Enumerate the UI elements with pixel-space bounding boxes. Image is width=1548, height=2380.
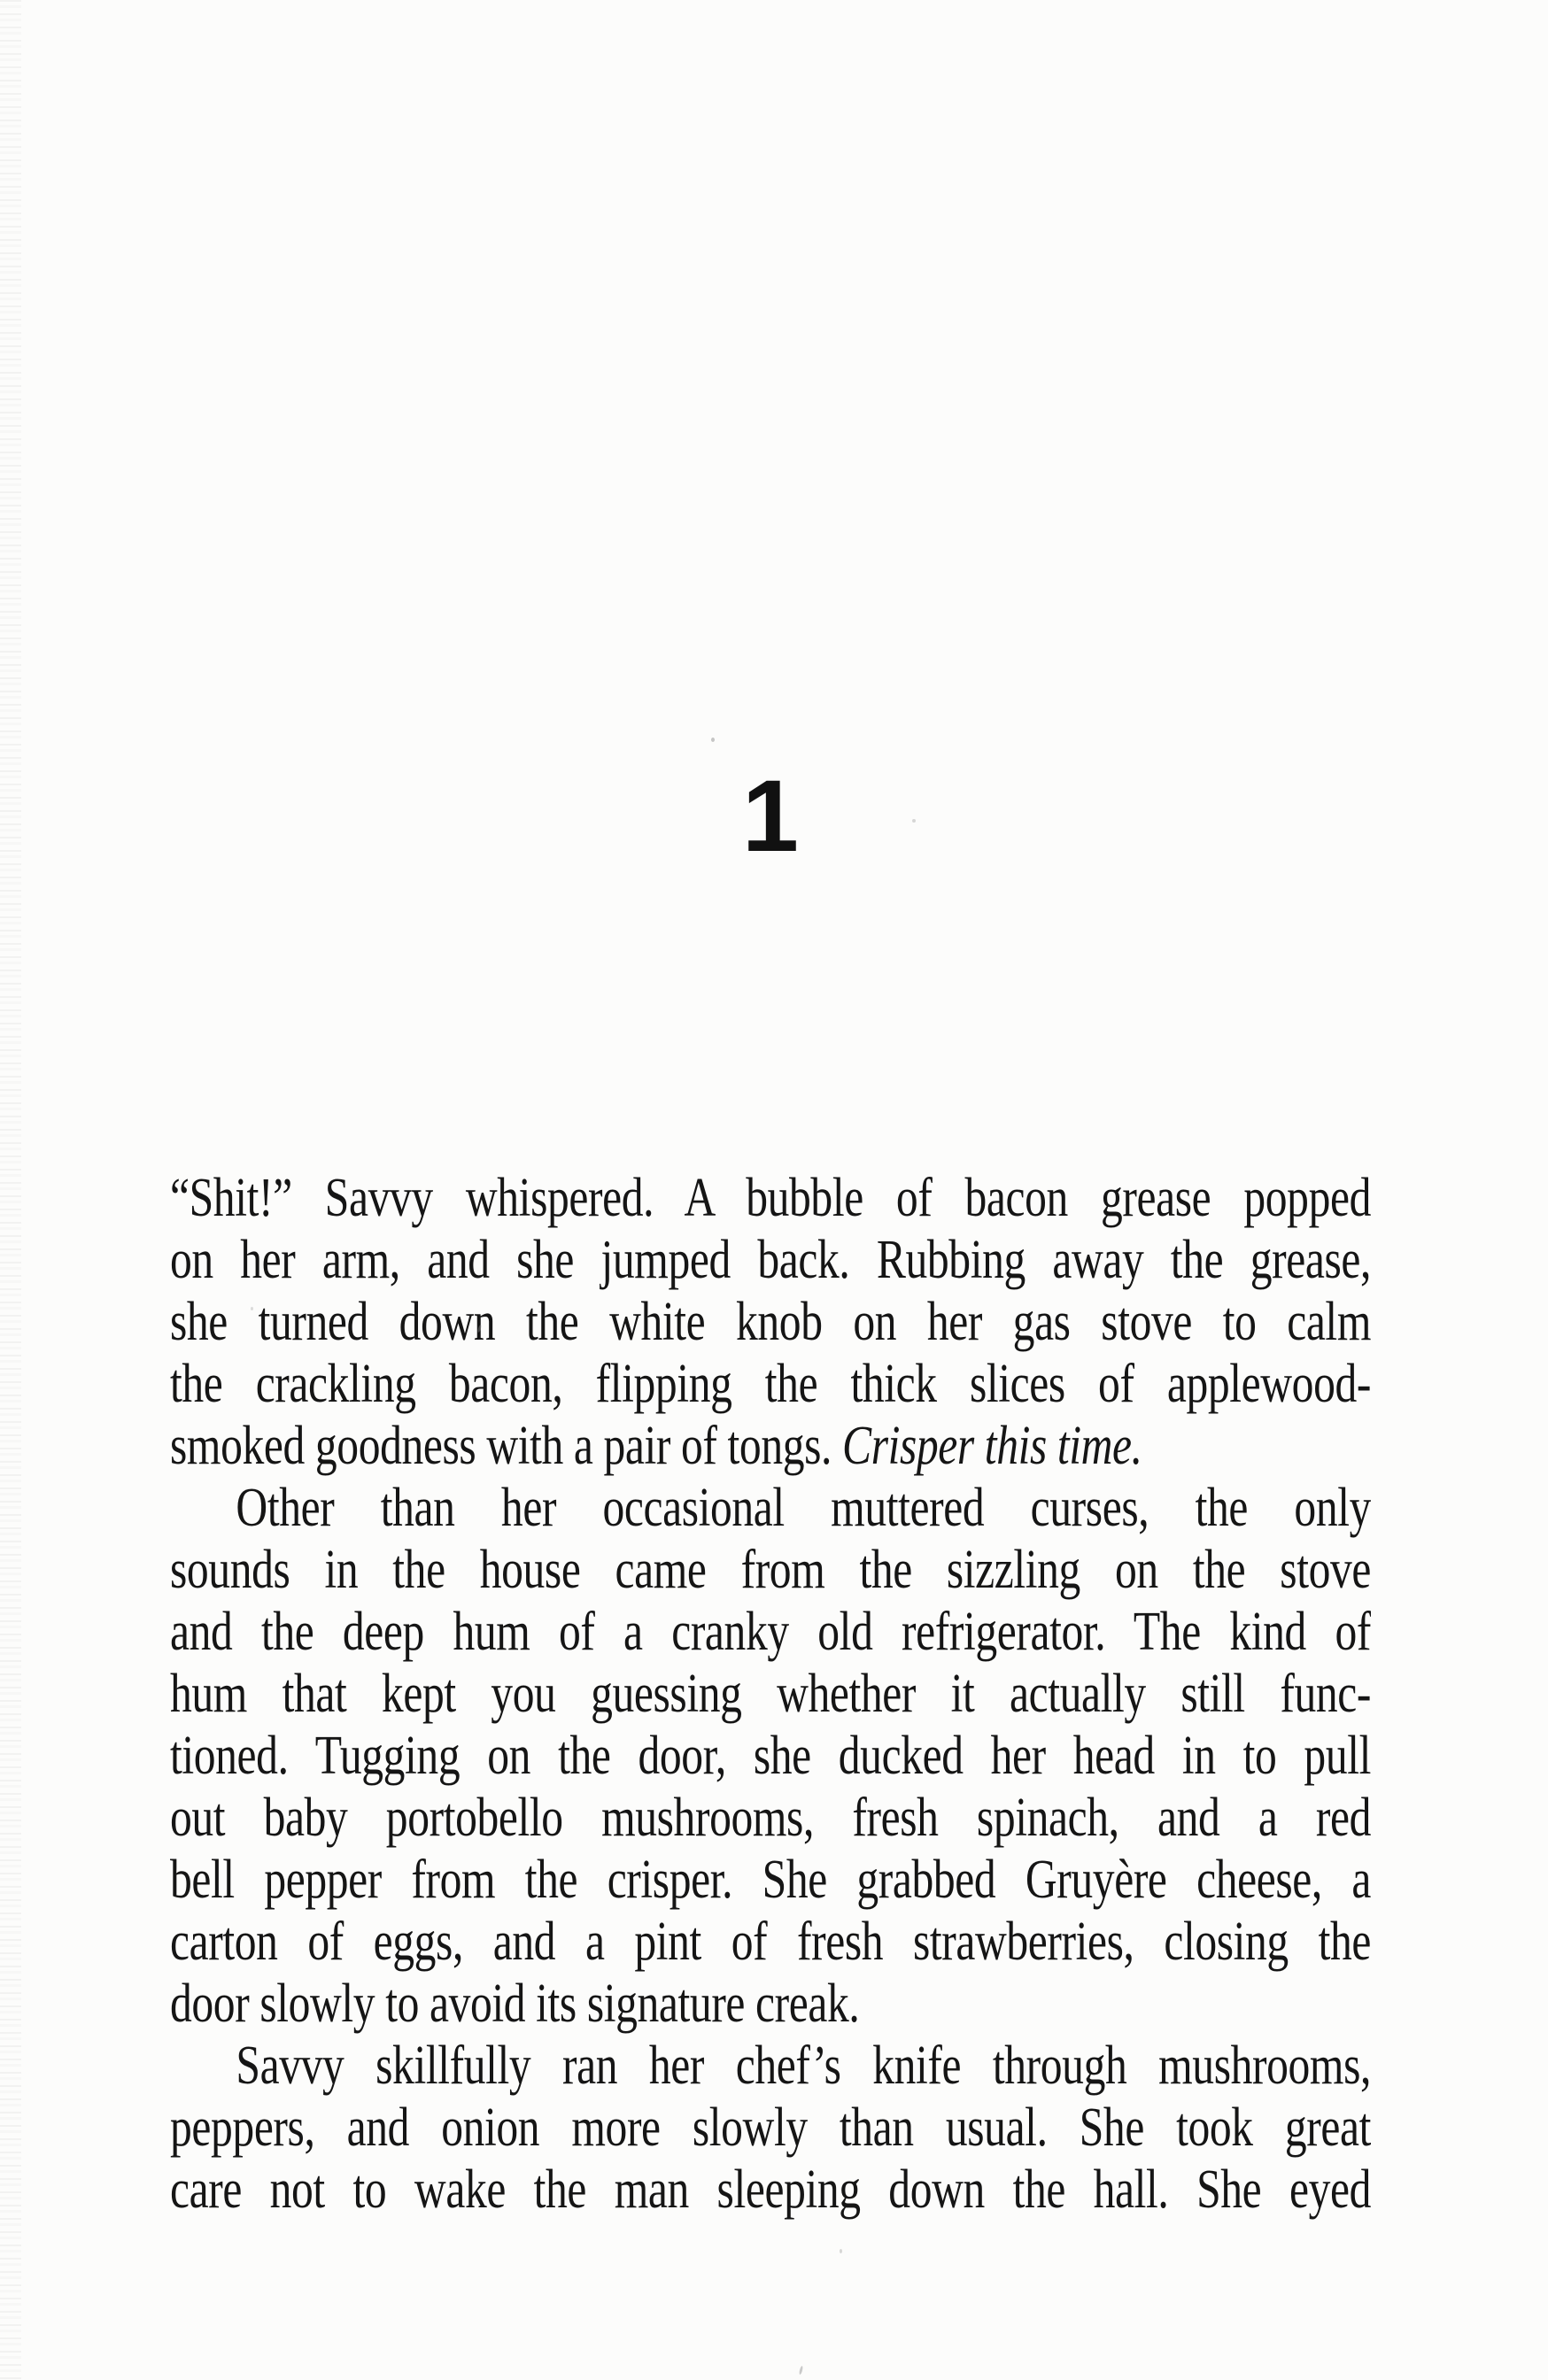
scan-speck <box>711 738 715 742</box>
text-segment: she turned down the white knob on her gas stove to calm <box>170 1292 1371 1352</box>
text-line <box>170 2159 1371 2221</box>
text-segment: on her arm, and she jumped back. Rubbing away the grease, <box>170 1230 1371 1290</box>
text-segment: out baby portobello mushrooms, fresh spinach, and a red <box>170 1788 1371 1848</box>
scan-speck <box>799 2366 803 2375</box>
text-block <box>170 1167 1371 2221</box>
text-segment: care not to wake the man sleeping down the hall. She eyed <box>170 2160 1371 2220</box>
text-line <box>170 1849 1371 1911</box>
text-segment: the crackling bacon, flipping the thick slices of applewood- <box>170 1354 1371 1414</box>
text-segment: sounds in the house came from the sizzling on the stove <box>170 1540 1371 1600</box>
text-line <box>170 1601 1371 1663</box>
text-line <box>170 2097 1371 2159</box>
text-line <box>170 1787 1371 1849</box>
text-line <box>170 1415 1371 1477</box>
text-segment: door slowly to avoid its signature creak. <box>170 1974 860 2034</box>
text-line <box>170 1167 1371 1229</box>
text-segment: bell pepper from the crisper. She grabbed Gruyère cheese, a <box>170 1850 1371 1910</box>
text-line <box>170 1973 1371 2035</box>
text-line <box>170 1477 1371 1539</box>
chapter-number: 1 <box>742 760 799 873</box>
text-line <box>170 1353 1371 1415</box>
text-segment: hum that kept you guessing whether it actually still func- <box>170 1664 1371 1724</box>
text-segment: carton of eggs, and a pint of fresh strawberries, closing the <box>170 1912 1371 1972</box>
text-segment: and the deep hum of a cranky old refrigerator. The kind of <box>170 1602 1371 1662</box>
text-segment: Other than her occasional muttered curses, the only <box>236 1478 1371 1538</box>
text-line <box>170 1911 1371 1973</box>
scan-speck <box>840 2249 842 2253</box>
text-segment: Savvy skillfully ran her chef’s knife through mushrooms, <box>236 2036 1371 2096</box>
text-line <box>170 1725 1371 1787</box>
text-line <box>170 1663 1371 1725</box>
text-line <box>170 1539 1371 1601</box>
text-line <box>170 1291 1371 1353</box>
text-line <box>170 1229 1371 1291</box>
scan-edge-artifact <box>0 0 21 2380</box>
text-line <box>170 2035 1371 2097</box>
text-segment: tioned. Tugging on the door, she ducked her head in to pull <box>170 1726 1371 1786</box>
italic-text-segment: Crisper this time. <box>842 1416 1142 1476</box>
text-segment: smoked goodness with a pair of tongs. <box>170 1416 843 1476</box>
text-segment: “Shit!” Savvy whispered. A bubble of bacon grease popped <box>170 1168 1371 1228</box>
text-segment: peppers, and onion more slowly than usual. She took great <box>170 2098 1371 2158</box>
